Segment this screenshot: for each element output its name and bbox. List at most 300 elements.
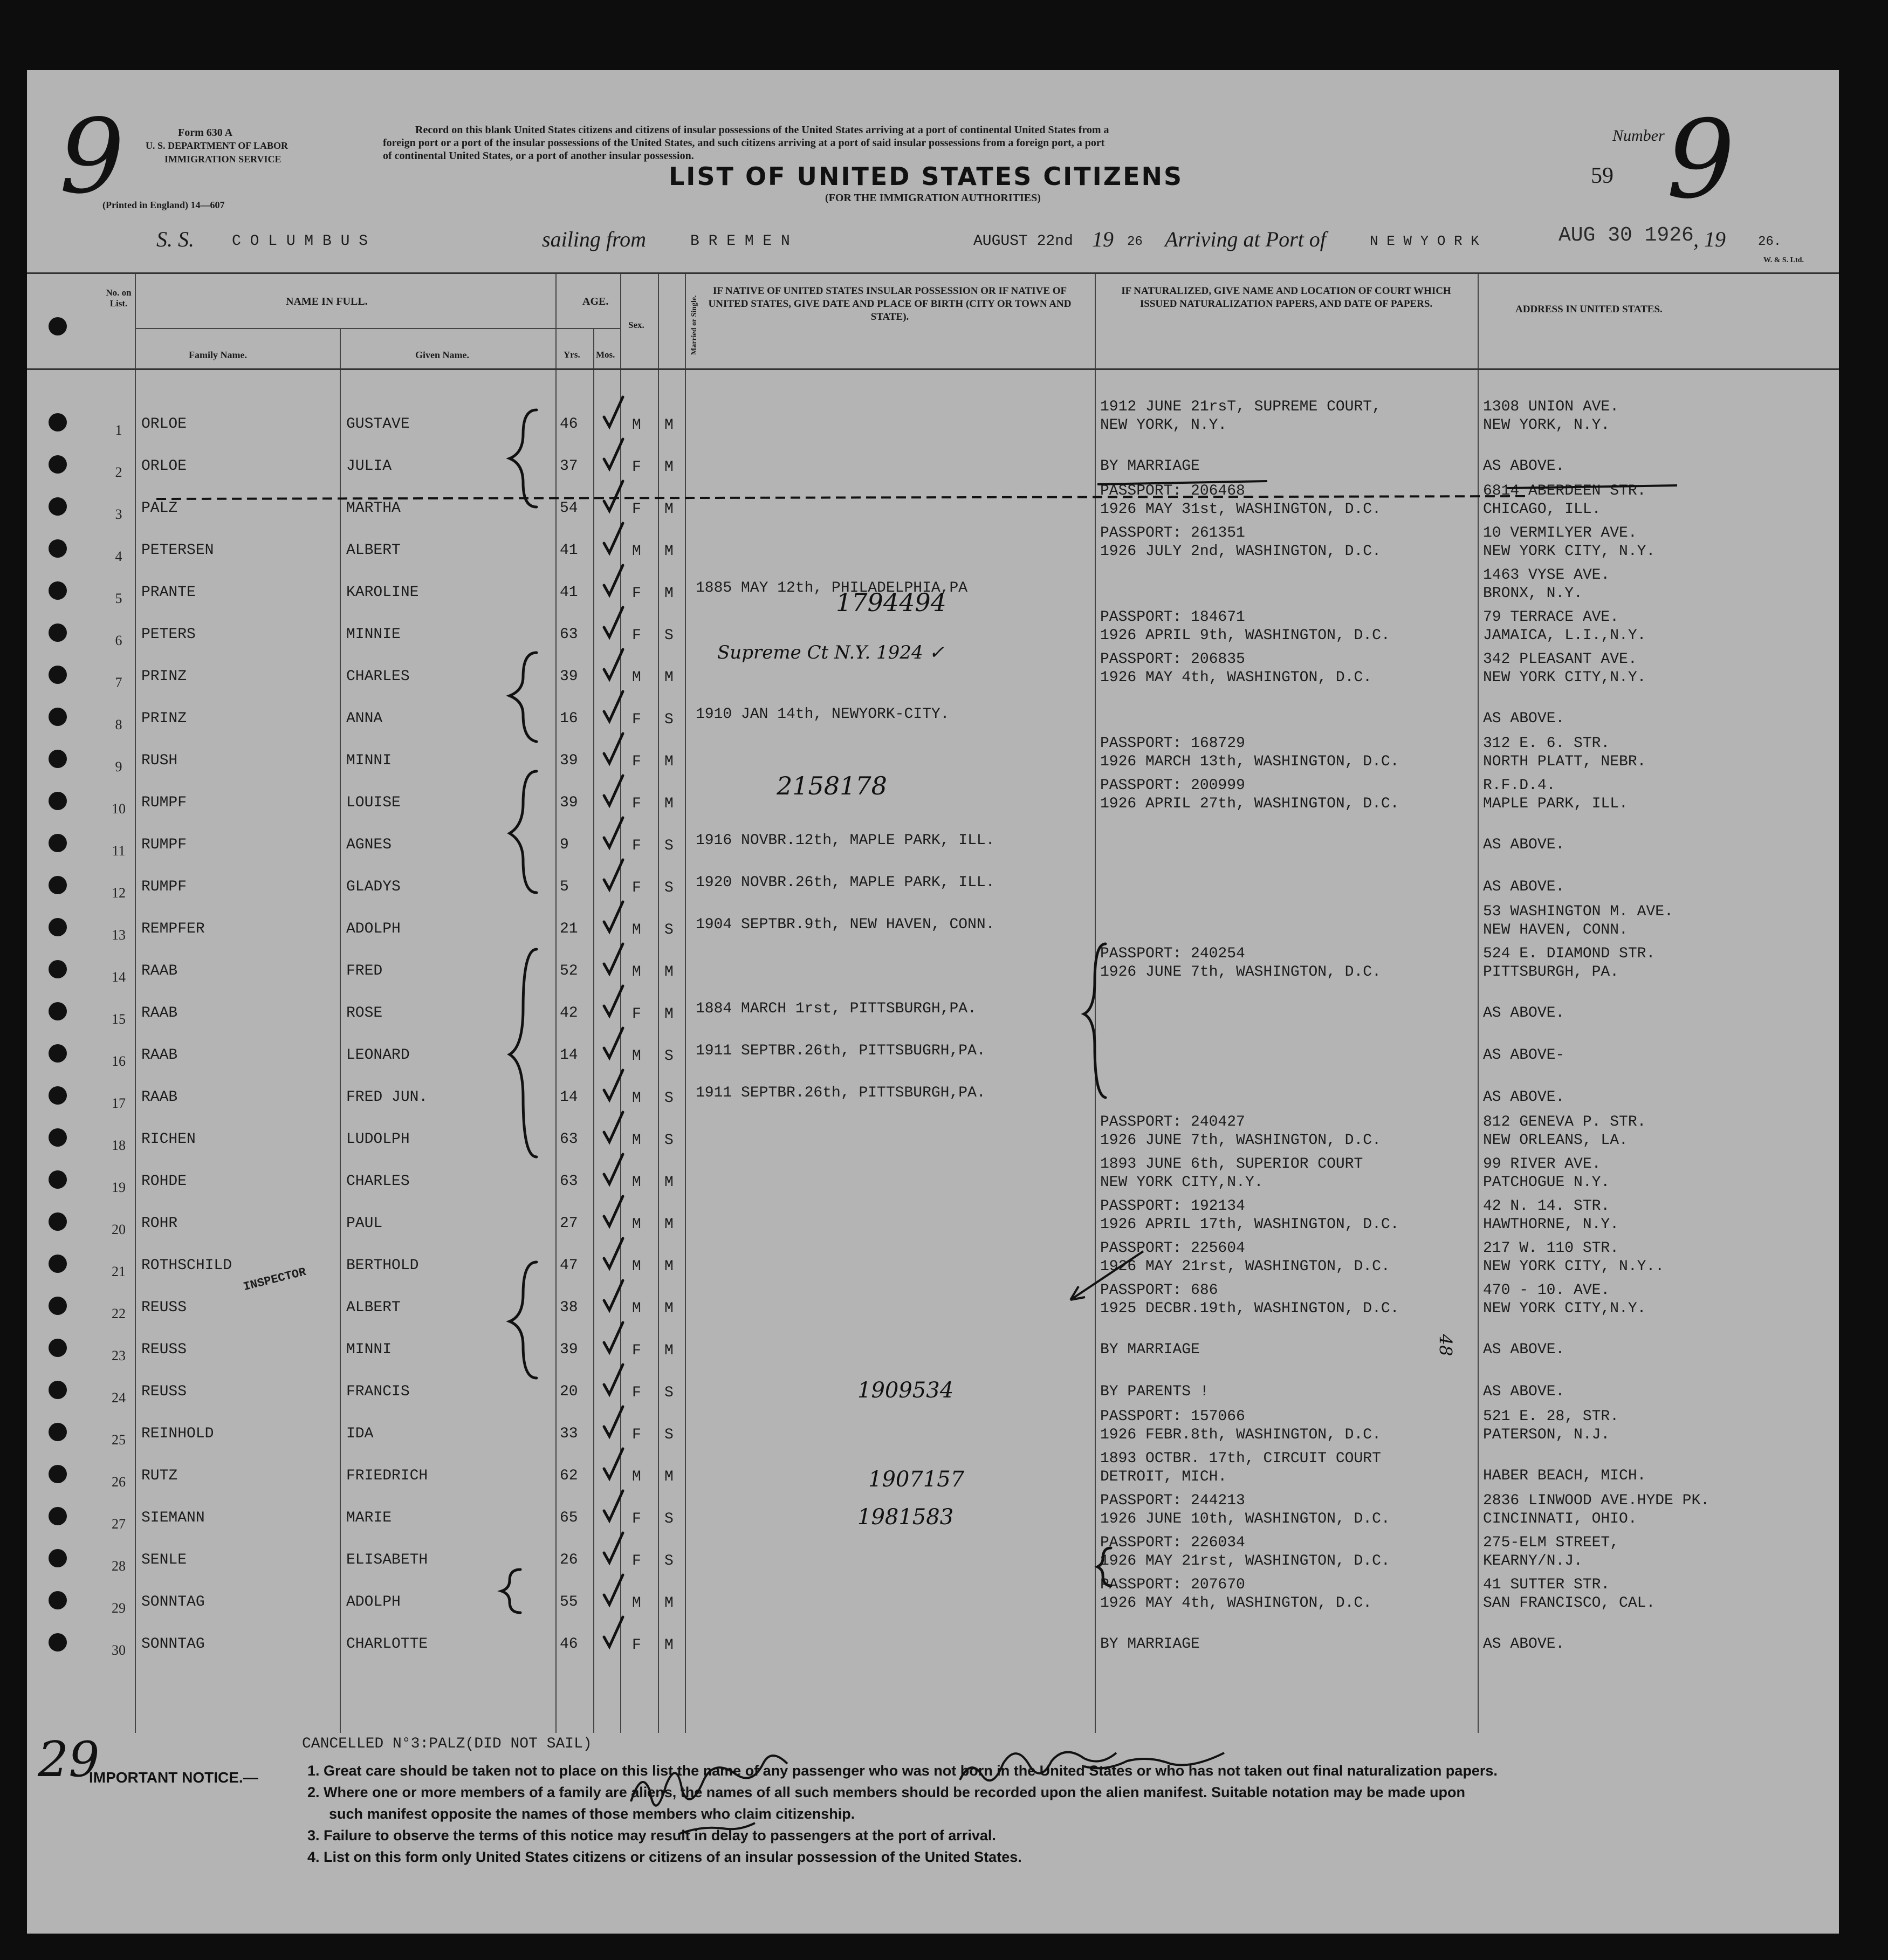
marital-status: M: [664, 1637, 674, 1654]
family-name: RAAB: [141, 1005, 178, 1022]
big-number-left: 9: [59, 97, 125, 216]
family-name: RUMPF: [141, 879, 187, 895]
arrival-date-stamp: AUG 30 1926: [1559, 224, 1694, 247]
address-line: 1463 VYSE AVE.: [1483, 567, 1610, 584]
age-years: 41: [560, 542, 578, 559]
header-naturalized: IF NATURALIZED, GIVE NAME AND LOCATION OF COURT WHICH ISSUED NATURALIZATION PAPERS, AND DATE OF PAPERS.: [1121, 285, 1451, 310]
sex: M: [632, 669, 641, 686]
family-name: RAAB: [141, 1089, 178, 1106]
given-name: FRED JUN.: [346, 1089, 428, 1106]
row-number: 1: [115, 422, 122, 438]
naturalization-line: 1893 OCTBR. 17th, CIRCUIT COURT: [1100, 1450, 1381, 1467]
marital-status: M: [664, 1300, 674, 1317]
row-number: 3: [115, 506, 122, 522]
date-sailed: AUGUST 22nd: [973, 233, 1073, 250]
naturalization-line: PASSPORT: 192134: [1100, 1198, 1245, 1215]
given-name: CHARLES: [346, 1173, 410, 1190]
address-line: 524 E. DIAMOND STR.: [1483, 945, 1656, 962]
family-name: ROHR: [141, 1215, 178, 1232]
age-years: 26: [560, 1552, 578, 1568]
family-name: RUMPF: [141, 837, 187, 853]
birth-place-date: 1884 MARCH 1rst, PITTSBURGH,PA.: [696, 1000, 977, 1017]
age-years: 27: [560, 1215, 578, 1232]
age-years: 16: [560, 710, 578, 727]
sex: F: [632, 1511, 641, 1527]
naturalization-line: 1926 JUNE 7th, WASHINGTON, D.C.: [1100, 964, 1381, 981]
marital-status: M: [664, 1342, 674, 1359]
family-name: REMPFER: [141, 921, 205, 937]
notice-label: IMPORTANT NOTICE.—: [89, 1769, 258, 1786]
cancelled-note: CANCELLED N°3:PALZ(DID NOT SAIL): [302, 1736, 592, 1752]
header-native: IF NATIVE OF UNITED STATES INSULAR POSSESSION OR IF NATIVE OF UNITED STATES, GIVE DATE AND PLACE OF BIRTH (CITY OR TOWN AND STATE).: [708, 285, 1072, 323]
notice-2-cont: such manifest opposite the names of those members who claim citizenship.: [329, 1806, 855, 1822]
marital-status: M: [664, 1216, 674, 1233]
checkmark: [604, 1112, 623, 1142]
family-name: SONNTAG: [141, 1636, 205, 1653]
family-name: REUSS: [141, 1341, 187, 1358]
given-name: MINNI: [346, 1341, 392, 1358]
marital-status: M: [664, 1595, 674, 1612]
naturalization-line: 1926 FEBR.8th, WASHINGTON, D.C.: [1100, 1427, 1381, 1443]
address-line: MAPLE PARK, ILL.: [1483, 796, 1628, 812]
family-name: RAAB: [141, 1047, 178, 1064]
ship-name: C O L U M B U S: [232, 233, 368, 250]
sex: M: [632, 543, 641, 560]
age-years: 9: [560, 837, 569, 853]
checkmark: [604, 1407, 623, 1436]
ss-label: S. S.: [156, 227, 194, 251]
checkmark: [604, 1491, 623, 1520]
address-line: NEW YORK CITY, N.Y..: [1483, 1258, 1665, 1275]
age-years: 5: [560, 879, 569, 895]
naturalization-line: 1926 JUNE 10th, WASHINGTON, D.C.: [1100, 1511, 1390, 1527]
age-years: 46: [560, 1636, 578, 1653]
row-number: 8: [115, 717, 122, 732]
marital-status: S: [664, 1511, 674, 1527]
given-name: FRIEDRICH: [346, 1468, 428, 1484]
row-number: 30: [112, 1642, 126, 1658]
notice-2: 2. Where one or more members of a family are aliens, the names of all such members should be recorded upon the alien manifest. Suitable notation may be made upon: [307, 1784, 1466, 1800]
row-number: 26: [112, 1474, 126, 1490]
row-number: 25: [112, 1432, 126, 1448]
marital-status: M: [664, 796, 674, 812]
naturalization-line: PASSPORT: 206835: [1100, 651, 1245, 668]
checkmark: [604, 481, 623, 511]
header-mos: Mos.: [596, 349, 615, 360]
sex: M: [632, 1300, 641, 1317]
given-name: JULIA: [346, 458, 392, 475]
given-name: ALBERT: [346, 1299, 401, 1316]
row-number: 10: [112, 801, 126, 817]
address-line: 275-ELM STREET,: [1483, 1534, 1619, 1551]
age-years: 65: [560, 1510, 578, 1526]
row-number: 16: [112, 1053, 126, 1069]
handwritten-row28-number: 1981583: [857, 1505, 954, 1530]
address-line: 1308 UNION AVE.: [1483, 399, 1619, 415]
address-line: NEW YORK, N.Y.: [1483, 417, 1610, 434]
marital-status: M: [664, 669, 674, 686]
naturalization-line: PASSPORT: 244213: [1100, 1492, 1245, 1509]
sex: F: [632, 1342, 641, 1359]
year-label: 19: [1092, 227, 1114, 251]
checkmark: [604, 1365, 623, 1394]
birth-place-date: 1910 JAN 14th, NEWYORK-CITY.: [696, 706, 950, 723]
given-name: ELISABETH: [346, 1552, 428, 1568]
handwritten-row7-note: Supreme Ct N.Y. 1924 ✓: [717, 642, 944, 663]
address-line: 99 RIVER AVE.: [1483, 1156, 1601, 1173]
sex: F: [632, 1385, 641, 1401]
marital-status: S: [664, 922, 674, 938]
checkmark: [604, 1070, 623, 1100]
family-name: REUSS: [141, 1383, 187, 1400]
marital-status: M: [664, 1469, 674, 1485]
marital-status: S: [664, 711, 674, 728]
handwritten-row27-number: 1907157: [868, 1467, 965, 1492]
given-name: ANNA: [346, 710, 383, 727]
marital-status: S: [664, 627, 674, 644]
header-age: AGE.: [582, 296, 609, 307]
address-line: BRONX, N.Y.: [1483, 585, 1583, 602]
sex: F: [632, 627, 641, 644]
page-subtitle: (FOR THE IMMIGRATION AUTHORITIES): [825, 192, 1041, 204]
birth-place-date: 1911 SEPTBR.26th, PITTSBUGRH,PA.: [696, 1043, 986, 1059]
age-years: 39: [560, 794, 578, 811]
row-number: 28: [112, 1558, 126, 1574]
service: IMMIGRATION SERVICE: [164, 154, 282, 165]
marital-status: S: [664, 1048, 674, 1065]
form-number: Form 630 A: [178, 127, 233, 139]
address-line: AS ABOVE.: [1483, 1636, 1565, 1653]
address-line: 2836 LINWOOD AVE.HYDE PK.: [1483, 1492, 1710, 1509]
checkmark: [604, 1575, 623, 1605]
marital-status: M: [664, 501, 674, 518]
birth-place-date: 1885 MAY 12th, PHILADELPHIA,PA: [696, 580, 968, 597]
naturalization-line: PASSPORT: 226034: [1100, 1534, 1245, 1551]
sex: M: [632, 922, 641, 938]
checkmark: [604, 1533, 623, 1562]
row-number: 29: [112, 1600, 126, 1616]
marital-status: M: [664, 459, 674, 476]
address-line: 41 SUTTER STR.: [1483, 1577, 1610, 1593]
port-from: B R E M E N: [690, 233, 790, 250]
strike-address-3: [1507, 485, 1677, 488]
notice-1: 1. Great care should be taken not to place on this list the name of any passenger who was not born in the United States or who has not taken out final naturalization papers.: [307, 1763, 1498, 1779]
checkmark: [604, 691, 623, 721]
header-name-in-full: NAME IN FULL.: [286, 296, 368, 307]
instruction-line-1: Record on this blank United States citizens and citizens of insular possessions of the United States arriving at a port of continental United States from a: [415, 124, 1109, 136]
given-name: AGNES: [346, 837, 392, 853]
address-line: 812 GENEVA P. STR.: [1483, 1114, 1646, 1130]
family-name: PRANTE: [141, 584, 196, 601]
naturalization-line: 1926 APRIL 27th, WASHINGTON, D.C.: [1100, 796, 1399, 812]
number-label: Number: [1612, 127, 1665, 145]
big-number-right: 9: [1666, 97, 1735, 223]
sex: M: [632, 1048, 641, 1065]
address-line: 10 VERMILYER AVE.: [1483, 525, 1637, 542]
arriving-label: Arriving at Port of: [1165, 227, 1326, 251]
naturalization-line: 1893 JUNE 6th, SUPERIOR COURT: [1100, 1156, 1363, 1173]
marital-status: M: [664, 543, 674, 560]
notice-4: 4. List on this form only United States citizens or citizens of an insular possession of the United States.: [307, 1849, 1022, 1865]
page-title: LIST OF UNITED STATES CITIZENS: [669, 162, 1184, 191]
row-number: 27: [112, 1516, 126, 1532]
age-years: 62: [560, 1468, 578, 1484]
printer-mark: W. & S. Ltd.: [1763, 256, 1804, 264]
address-line: SAN FRANCISCO, CAL.: [1483, 1595, 1656, 1612]
checkmark: [604, 944, 623, 974]
naturalization-line: PASSPORT: 207670: [1100, 1577, 1245, 1593]
sex: F: [632, 501, 641, 518]
naturalization-line: PASSPORT: 686: [1100, 1282, 1218, 1299]
handwritten-row10-number: 2158178: [777, 771, 887, 800]
marital-status: S: [664, 838, 674, 854]
row-number: 18: [112, 1137, 126, 1153]
page-number: 59: [1591, 163, 1614, 188]
row-number: 4: [115, 549, 122, 564]
address-line: AS ABOVE.: [1483, 458, 1565, 475]
year-value: 26: [1127, 235, 1143, 249]
sex: M: [632, 1174, 641, 1191]
row-number: 20: [112, 1222, 126, 1237]
marital-status: M: [664, 417, 674, 434]
marital-status: S: [664, 1385, 674, 1401]
address-line: HAWTHORNE, N.Y.: [1483, 1216, 1619, 1233]
marital-status: S: [664, 1427, 674, 1443]
checkmark: [604, 523, 623, 553]
marital-status: M: [664, 1006, 674, 1023]
address-line: PITTSBURGH, PA.: [1483, 964, 1619, 981]
address-line: NEW YORK CITY,N.Y.: [1483, 1300, 1646, 1317]
address-line: NEW YORK CITY, N.Y.: [1483, 543, 1656, 560]
naturalization-line: 1926 JUNE 7th, WASHINGTON, D.C.: [1100, 1132, 1381, 1149]
sex: F: [632, 753, 641, 770]
handwritten-margin-29: 29: [38, 1731, 100, 1788]
naturalization-line: 1926 MAY 4th, WASHINGTON, D.C.: [1100, 669, 1372, 686]
row-number: 12: [112, 885, 126, 901]
department: U. S. DEPARTMENT OF LABOR: [146, 140, 289, 151]
address-line: AS ABOVE.: [1483, 879, 1565, 895]
naturalization-line: 1926 JULY 2nd, WASHINGTON, D.C.: [1100, 543, 1381, 560]
naturalization-line: PASSPORT: 200999: [1100, 777, 1245, 794]
checkmark: [604, 607, 623, 637]
given-name: LEONARD: [346, 1047, 410, 1064]
given-name: GUSTAVE: [346, 416, 410, 433]
age-years: 39: [560, 752, 578, 769]
printed-note: (Printed in England) 14—607: [102, 200, 225, 210]
age-years: 55: [560, 1594, 578, 1611]
birth-place-date: 1920 NOVBR.26th, MAPLE PARK, ILL.: [696, 874, 995, 891]
given-name: LUDOLPH: [346, 1131, 410, 1148]
sex: F: [632, 1427, 641, 1443]
naturalization-line: 1926 MARCH 13th, WASHINGTON, D.C.: [1100, 753, 1399, 770]
checkmark: [604, 986, 623, 1016]
checkmark: [604, 776, 623, 805]
naturalization-line: 1925 DECBR.19th, WASHINGTON, D.C.: [1100, 1300, 1399, 1317]
row-number: 14: [112, 969, 126, 985]
address-line: 6814 ABERDEEN STR.: [1483, 483, 1646, 499]
checkmark: [604, 565, 623, 595]
age-years: 63: [560, 626, 578, 643]
naturalization-line: BY MARRIAGE: [1100, 458, 1200, 475]
strike-passport-3: [1097, 481, 1267, 484]
handwritten-48: 48: [1435, 1334, 1456, 1356]
sailing-from-label: sailing from: [542, 227, 646, 251]
given-name: GLADYS: [346, 879, 401, 895]
family-name: SONNTAG: [141, 1594, 205, 1611]
checkmark: [604, 1028, 623, 1058]
marital-status: S: [664, 1090, 674, 1107]
family-name: SIEMANN: [141, 1510, 205, 1526]
checkmark: [604, 1322, 623, 1352]
checkmark: [604, 1617, 623, 1647]
sex: F: [632, 1637, 641, 1654]
naturalization-line: PASSPORT: 261351: [1100, 525, 1245, 542]
address-line: AS ABOVE.: [1483, 1341, 1565, 1358]
address-line: 217 W. 110 STR.: [1483, 1240, 1619, 1257]
family-name: PALZ: [141, 500, 178, 517]
address-line: AS ABOVE.: [1483, 837, 1565, 853]
age-years: 46: [560, 416, 578, 433]
sex: F: [632, 796, 641, 812]
given-name: FRED: [346, 963, 383, 979]
family-name: PRINZ: [141, 710, 187, 727]
age-years: 63: [560, 1173, 578, 1190]
given-name: KAROLINE: [346, 584, 419, 601]
sex: M: [632, 1258, 641, 1275]
sex: M: [632, 417, 641, 434]
address-line: 342 PLEASANT AVE.: [1483, 651, 1637, 668]
instruction-line-2: foreign port or a port of the insular possessions of the United States, and such citizens arriving at a port of said insular possessions from a foreign port, a port: [383, 137, 1105, 149]
age-years: 52: [560, 963, 578, 979]
age-years: 42: [560, 1005, 578, 1022]
strike-row-3: [156, 496, 1526, 499]
given-name: CHARLOTTE: [346, 1636, 428, 1653]
header-given-name: Given Name.: [415, 349, 469, 360]
given-name: ROSE: [346, 1005, 383, 1022]
address-line: CHICAGO, ILL.: [1483, 501, 1601, 518]
family-brackets: [502, 410, 1111, 1613]
row-number: 17: [112, 1095, 126, 1111]
address-line: 470 - 10. AVE.: [1483, 1282, 1610, 1299]
given-name: CHARLES: [346, 668, 410, 685]
given-name: ADOLPH: [346, 1594, 401, 1611]
given-name: PAUL: [346, 1215, 383, 1232]
marital-status: M: [664, 1174, 674, 1191]
row-number: 19: [112, 1180, 126, 1195]
sex: M: [632, 964, 641, 981]
notice-3: 3. Failure to observe the terms of this notice may result in delay to passengers at the port of arrival.: [307, 1827, 996, 1844]
address-line: AS ABOVE.: [1483, 1089, 1565, 1106]
checkmark: [604, 1449, 623, 1478]
naturalization-line: PASSPORT: 225604: [1100, 1240, 1245, 1257]
sex: F: [632, 1553, 641, 1570]
family-name: PRINZ: [141, 668, 187, 685]
naturalization-line: DETROIT, MICH.: [1100, 1469, 1227, 1485]
checkmark: [604, 439, 623, 469]
given-name: IDA: [346, 1426, 374, 1442]
checkmark: [604, 734, 623, 763]
year2-value: 26.: [1758, 235, 1782, 249]
family-name: REUSS: [141, 1299, 187, 1316]
birth-place-date: 1916 NOVBR.12th, MAPLE PARK, ILL.: [696, 832, 995, 849]
age-years: 38: [560, 1299, 578, 1316]
address-line: HABER BEACH, MICH.: [1483, 1468, 1646, 1484]
age-years: 21: [560, 921, 578, 937]
checkmark: [604, 818, 623, 847]
family-name: ROTHSCHILD: [141, 1257, 232, 1274]
header-address: ADDRESS IN UNITED STATES.: [1515, 304, 1663, 315]
naturalization-line: 1926 APRIL 17th, WASHINGTON, D.C.: [1100, 1216, 1399, 1233]
marital-status: M: [664, 585, 674, 602]
family-name: RICHEN: [141, 1131, 196, 1148]
address-line: NORTH PLATT, NEBR.: [1483, 753, 1646, 770]
birth-place-date: 1911 SEPTBR.26th, PITTSBURGH,PA.: [696, 1085, 986, 1101]
address-line: KEARNY/N.J.: [1483, 1553, 1583, 1570]
family-name: ROHDE: [141, 1173, 187, 1190]
address-line: 521 E. 28, STR.: [1483, 1408, 1619, 1425]
marital-status: M: [664, 1258, 674, 1275]
row-number: 15: [112, 1011, 126, 1027]
family-name: RUSH: [141, 752, 178, 769]
naturalization-line: NEW YORK, N.Y.: [1100, 417, 1227, 434]
family-name: REINHOLD: [141, 1426, 214, 1442]
family-name: RUMPF: [141, 794, 187, 811]
naturalization-line: BY MARRIAGE: [1100, 1636, 1200, 1653]
address-line: NEW ORLEANS, LA.: [1483, 1132, 1628, 1149]
address-line: 79 TERRACE AVE.: [1483, 609, 1619, 626]
marital-status: M: [664, 964, 674, 981]
family-name: PETERS: [141, 626, 196, 643]
sex: M: [632, 1216, 641, 1233]
row-number: 7: [115, 675, 122, 690]
naturalization-line: PASSPORT: 240254: [1100, 945, 1245, 962]
sex: M: [632, 1132, 641, 1149]
naturalization-line: 1926 MAY 21rst, WASHINGTON, D.C.: [1100, 1258, 1390, 1275]
checkmark: [604, 1196, 623, 1226]
sex: M: [632, 1090, 641, 1107]
family-name: PETERSEN: [141, 542, 214, 559]
header-married: Married or Single.: [690, 295, 698, 355]
sex: F: [632, 711, 641, 728]
naturalization-line: PASSPORT: 240427: [1100, 1114, 1245, 1130]
given-name: BERTHOLD: [346, 1257, 419, 1274]
given-name: MARTHA: [346, 500, 401, 517]
checkmark: [604, 1238, 623, 1268]
row-number: 9: [115, 759, 122, 775]
instruction-line-3: of continental United States, or a port of another insular possession.: [383, 150, 694, 162]
row-number: 23: [112, 1348, 126, 1363]
age-years: 33: [560, 1426, 578, 1442]
given-name: ADOLPH: [346, 921, 401, 937]
header-no: No. on List.: [106, 287, 132, 309]
row-number: 2: [115, 464, 122, 480]
handwritten-marks: [27, 70, 1839, 1934]
family-name: ORLOE: [141, 458, 187, 475]
address-line: PATERSON, N.J.: [1483, 1427, 1610, 1443]
inspector-stamp: INSPECTOR: [242, 1265, 308, 1294]
age-years: 37: [560, 458, 578, 475]
family-name: RAAB: [141, 963, 178, 979]
row-number: 22: [112, 1306, 126, 1321]
given-name: MINNI: [346, 752, 392, 769]
arrow-row-21: [1070, 1251, 1143, 1300]
age-years: 14: [560, 1089, 578, 1106]
row-number: 6: [115, 633, 122, 648]
marital-status: S: [664, 1553, 674, 1570]
marital-status: S: [664, 1132, 674, 1149]
naturalization-line: PASSPORT: 184671: [1100, 609, 1245, 626]
row-number: 11: [112, 843, 126, 859]
